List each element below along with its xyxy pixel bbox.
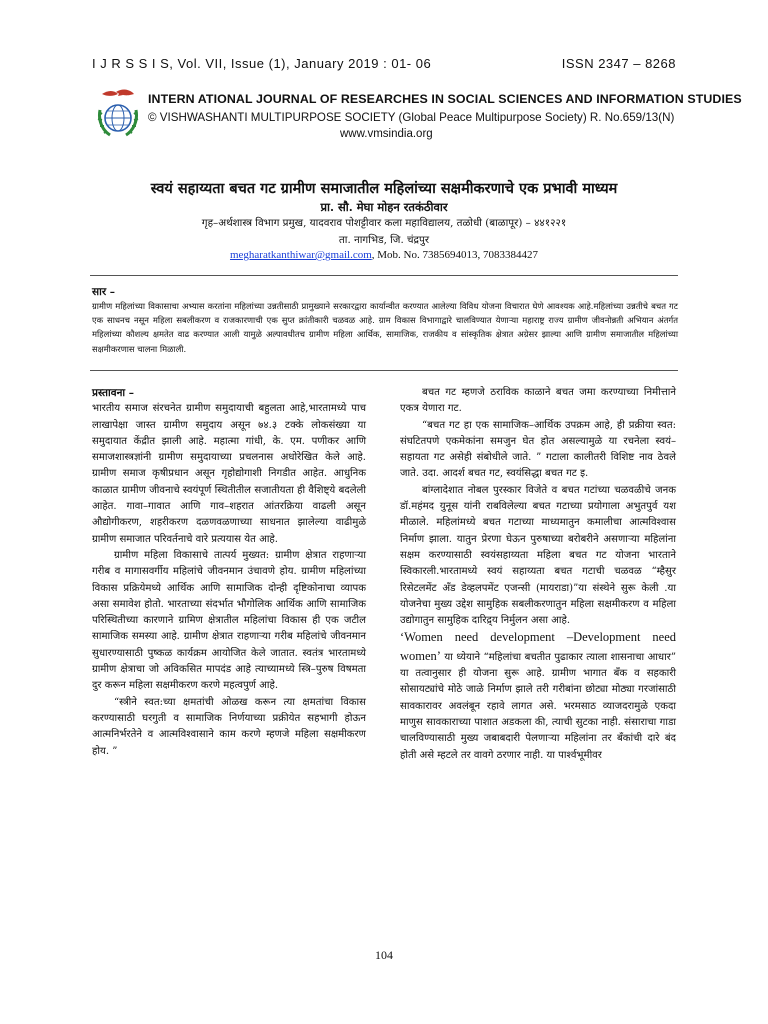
- paragraph: बचत गट म्हणजे ठराविक काळाने बचत जमा करण्याच्या निमीत्ताने एकत्र येणारा गट.: [400, 387, 676, 415]
- article-author: प्रा. सौ. मेघा मोहन रतकंठीवार: [320, 200, 448, 214]
- journal-title: INTERN ATIONAL JOURNAL OF RESEARCHES IN SOCIAL SCIENCES AND INFORMATION STUDIES: [148, 92, 742, 106]
- journal-website: www.vmsindia.org: [340, 128, 433, 140]
- journal-logo-icon: [96, 88, 140, 140]
- english-quote: ‘Women need development –Development need women’: [400, 630, 676, 663]
- paragraph: बांग्लादेशात नोबल पुरस्कार विजेते व बचत गटांच्या चळवळीचे जनक डॉ.महंमद युनूस यांनी राबविलेल्या बचत गटाच्या प्रयोगाला अभुतपुर्व यश मीळाले. महिलांमध्ये बचत गटाच्या माध्यमातुन कमालीचा आत्मविश्वास निर्माण झाला. यातुन प्रेरणा घेऊन पुरुषाच्या बरोबरीने असणाऱ्या महिलांना सक्षम करण्यासाठी स्वयंसहाय्यता महिला बचत गट योजना भारताने स्विकारली.भारतामध्ये स्वयं सहाय्यता बचत गटाची चळवळ “म्हैसुर रिसेटलमेंट अँड डेव्हलपमेंट एजन्सी (मायराडा)”या संस्थेने सुरू केली .या योजनेचा मुख्य उद्देश सामुहिक सबलीकरणातुन महिला सक्षमीकरण व महिला उद्योगातुन सामुहिक दारिद्र्य निर्मुलन असा आहे.: [400, 484, 676, 627]
- divider-bottom: [90, 370, 678, 371]
- author-email-link[interactable]: megharatkanthiwar@gmail.com: [229, 249, 372, 261]
- issn: ISSN 2347 – 8268: [561, 56, 676, 71]
- quote-paragraph: “बचत गट हा एक सामाजिक–आर्थिक उपक्रम आहे, ही प्रक्रीया स्वत: संघटितपणे एकमेकांना समजुन घेत होत असल्यामुळे या रचनेला स्वयं–सहायता गट असेही संबोधीले जाते. ” गटाला कालीतरी विशिष्ट नाव ठेवले जाते. उदा. आदर्श बचत गट, स्वयंसिद्धा बचत गट इ.: [400, 419, 676, 480]
- paragraph-tail: या ध्येयाने “महिलांचा बचतीत पुढाकार त्याला शासनाचा आधार” या तत्वानुसार ही योजना सुरू आहे. ग्रामीण भागात बँक व सहकारी सोसायट्यांचे मोठे जाळे निर्माण झाले तरी गरीबांना छोट्या मोठ्या गरजांसाठी सावकारावर अवलंबून रहावे लागत असे. भरमसाठ व्याजदरामुळे एकदा माणुस सावकाराच्या पाशात अडकला की, त्याची सुटका नाही. संसाराचा गाडा चालविण्यासाठी मुख्य जबाबदारी पेलणाऱ्या महिलांना तर बँकांची दारे बंद होती असे म्हटले तर वावगे ठरणार नाही. या पार्श्वभूमीवर: [400, 651, 676, 761]
- author-mobile: , Mob. No. 7385694013, 7083384427: [371, 249, 538, 261]
- section-heading-introduction: प्रस्तावना –: [92, 387, 135, 399]
- divider-top: [90, 275, 678, 276]
- author-place: ता. नागभिड, जि. चंद्रपुर: [338, 234, 430, 246]
- abstract-label: सार –: [92, 286, 116, 298]
- abstract-text: ग्रामीण महिलांच्या विकासाचा अभ्यास करतांना महिलांच्या उन्नतीसाठी प्रामुख्याने सरकारद्वारा कार्यान्वीत करण्यात आलेल्या विविध योजना विचारात घेणे आवश्यक आहे.महिलांच्या उन्नतीचे बचत गट एक साधनच नसून महिला सबलीकरण व राजकारणाची एक सुप्त क्रांतीकारी चळवळ आहे. ग्राम विकास विभागाद्वारे चालविण्यात येणाऱ्या महाराष्ट्र राज्य ग्रामीण जीवनोन्नती अभियान अंतर्गत महिलांच्या कौशल्य क्षमतेत वाढ करण्यात आली यामुळे अल्पावधीतच ग्रामीण महिला आर्थिक, सामाजिक, राजकीय व सांस्कृतिक क्षेत्रात अग्रेसर झाल्या आणि ग्रामीण समाजातील महिलांच्या सक्षमीकरणास चालना मिळाली.: [92, 301, 678, 354]
- quote-paragraph: “स्त्रीने स्वत:च्या क्षमतांची ओळख करून त्या क्षमतांचा विकास करण्यासाठी घरगुती व सामाजिक निर्णयाच्या प्रक्रीयेत सहभागी होऊन आत्मनिर्भरतेने व आत्मविश्वासाने काम करणे म्हणजे महिला सक्षमीकरण होय. ”: [92, 696, 366, 757]
- author-affiliation: गृह–अर्थशास्त्र विभाग प्रमुख, यादवराव पोशट्टीवार कला महाविद्यालय, तळोधी (बाळापूर) – ४४१२२१: [201, 217, 567, 229]
- article-title: स्वयं सहाय्यता बचत गट ग्रामीण समाजातील महिलांच्या सक्षमीकरणाचे एक प्रभावी माध्यम: [150, 180, 618, 197]
- paragraph: भारतीय समाज संरचनेत ग्रामीण समुदायाची बहुलता आहे,भारतामध्ये पाच लाखापेक्षा जास्त ग्रामीण समुदाय असून ७४.३ टक्के लोकसंख्या या समुदायात केंद्रीत झाली आहे. महात्मा गांधी, के. एम. पणीकर आणि समाजशास्त्रज्ञांनी ग्रामीण समुदायाच्या प्रचलनास अधोरेखित केले आहे. ग्रामीण समाज कृषीप्रधान असून गृहोद्योगाशी निगडीत आहेत. आधुनिक काळात ग्रामीण जीवनाचे स्वयंपूर्ण स्थितीतील सजातीयता ही वैशिष्ट्ये बदलेली आहेत. गावा–गावात आणि गाव–शहरात आंतरक्रिया वाढली असून औद्योगीकरण, शहरीकरण दळणवळणाच्या साधनात झालेल्या वाढीमुळे ग्रामीण समाजात परिवर्तनाचे वारे प्रत्ययास येत आहे.: [92, 403, 366, 545]
- author-contact: [0, 249, 768, 261]
- society-line: © VISHWASHANTI MULTIPURPOSE SOCIETY (Global Peace Multipurpose Society) R. No.659/13(N): [148, 111, 675, 124]
- paragraph: [400, 629, 676, 763]
- journal-reference-line: [92, 56, 676, 74]
- right-column: [400, 385, 676, 764]
- page-number: 104: [375, 948, 393, 962]
- journal-reference: I J R S S I S, Vol. VII, Issue (1), January 2019 : 01- 06: [92, 56, 432, 71]
- left-column: [92, 385, 366, 760]
- paragraph: ग्रामीण महिला विकासाचे तात्पर्य मुख्यत: ग्रामीण क्षेत्रात राहणाऱ्या गरीब व मागासवर्गीय महिलांचे जीवनमान उंचावणे होय. ग्रामीण महिलांच्या विकास प्रक्रियेमध्ये आर्थिक आणि सामाजिक दोन्ही दृष्टिकोनाचा व्यापक असा समावेश होतो. भारताच्या संदर्भात भौगोलिक आर्थिक आणि सामाजिक परिस्थितीच्या कारणाने ग्रामिण क्षेत्रातील महिलांचा विकास ही एक जटील सामाजिक समस्या आहे. ग्रामीण क्षेत्रात राहणाऱ्या गरीब महिलांचे जीवनमान सुधारण्यासाठी पुष्कळ कार्यक्रम आयोजित केले जातात. स्वतंत्र भारतामध्ये ग्रामीण क्षेत्राचा जो अविकसित मापदंड आहे त्याच्यामध्ये स्त्रि–पुरुष विषमता दुर करून महिला सक्षमीकरण करणे महत्वपुर्ण आहे.: [92, 549, 366, 692]
